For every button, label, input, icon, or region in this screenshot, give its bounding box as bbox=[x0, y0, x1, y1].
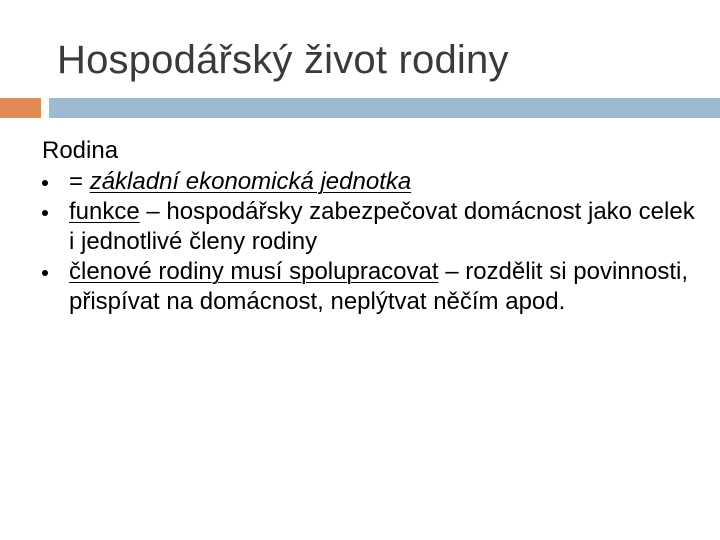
slide-content bbox=[42, 135, 702, 317]
bullet-dot-icon bbox=[42, 270, 48, 276]
bullet-term: základní ekonomická jednotka bbox=[89, 168, 412, 195]
bullet-term: funkce bbox=[69, 198, 140, 225]
bullet-dot-icon bbox=[42, 210, 48, 216]
bullet-item bbox=[42, 167, 702, 197]
bullet-text: – rozdělit si povinnosti, přispívat na domácnost, neplýtvat něčím apod. bbox=[69, 258, 688, 315]
bullet-item bbox=[42, 257, 702, 317]
bullet-list bbox=[42, 167, 702, 317]
accent-bar-right bbox=[49, 98, 720, 118]
bullet-item bbox=[42, 197, 702, 257]
bullet-text: – hospodářsky zabezpečovat domácnost jako celek i jednotlivé členy rodiny bbox=[69, 198, 695, 255]
accent-bar-left bbox=[0, 98, 41, 118]
slide-title: Hospodářský život rodiny bbox=[57, 38, 509, 82]
bullet-dot-icon bbox=[42, 180, 48, 186]
section-heading: Rodina bbox=[42, 137, 119, 164]
bullet-term: členové rodiny musí spolupracovat bbox=[69, 258, 439, 285]
bullet-lead: = bbox=[69, 168, 90, 195]
